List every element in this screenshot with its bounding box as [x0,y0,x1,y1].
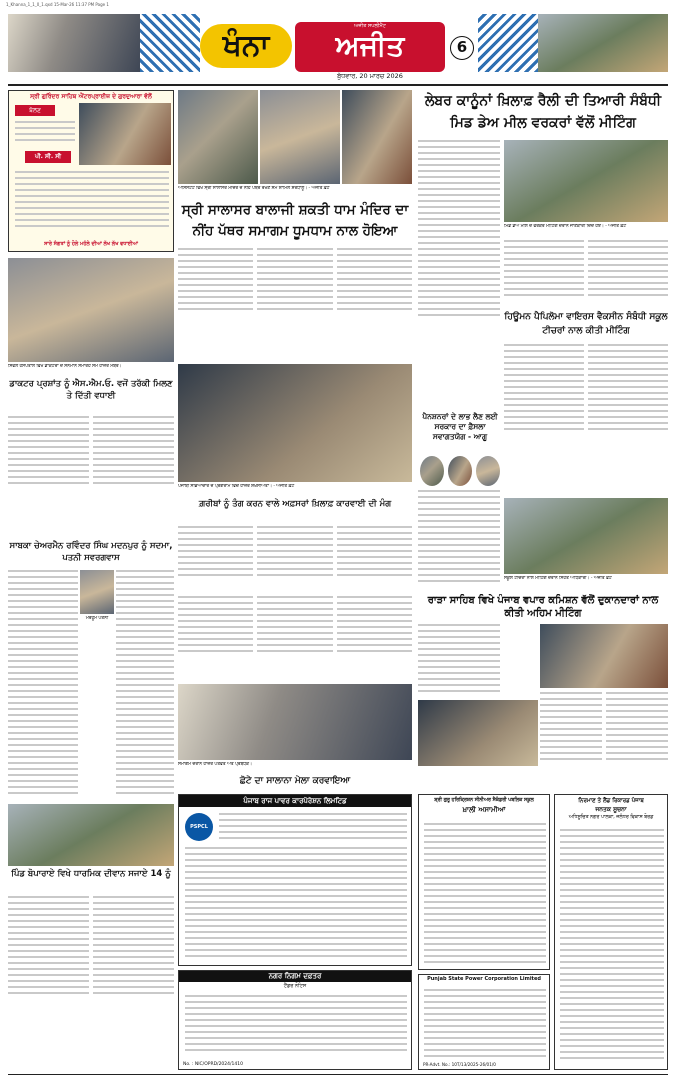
ad-public [554,794,668,1070]
story6-portrait-b [448,456,472,486]
story3-headline: ਡਾਕਟਰ ਪ੍ਰਸ਼ਾਂਤ ਨੂੰ ਐਸ.ਐਮ.ਓ. ਵਜੋਂ ਤਰੱਕੀ ਮਿਲਣ ਤੇ ਦਿੱਤੀ ਵਧਾਈ [9,379,173,401]
story9-headline: ਛੋਟੇ ਦਾ ਸਾਲਾਨਾ ਮੇਲਾ ਕਰਵਾਇਆ [239,776,351,786]
story6-headline: ਪੈਨਸ਼ਨਰਾਂ ਦੇ ਲਾਭ ਲੈਣ ਲਈ ਸਰਕਾਰ ਦਾ ਫ਼ੈਸਲਾ ਸਵਾਗਤਯੋਗ - ਆਗੂ [422,412,498,441]
story1-headline: ਸ੍ਰੀ ਸਾਲਾਸਰ ਬਾਲਾਜੀ ਸ਼ਕਤੀ ਧਾਮ ਮੰਦਿਰ ਦਾ ਨੀਂਹ ਪੱਥਰ ਸਮਾਗਮ ਧੂਮਧਾਮ ਨਾਲ ਹੋਇਆ [181,202,409,239]
story7-body [504,344,668,494]
brand-khanna: ਖੰਨਾ [222,28,270,63]
story10-body [8,896,174,1066]
story1-photo-c [342,90,412,184]
ad-vacancy-title: ਖ਼ਾਲੀ ਅਸਾਮੀਆਂ [462,806,506,814]
masthead-pattern-right [478,14,538,72]
story8-body-col1 [418,624,500,696]
ad-pspcl-english-footer: PR-Advt. No.: 10T/13/2025-26/01/0 [423,1062,496,1067]
ad-pspcl-english-title: Punjab State Power Corporation Limited [427,976,541,982]
ad-public-sub: ਜਨਤਕ ਸੂਚਨਾ [595,806,627,813]
page-slug: 1_Khanna_1_1_0_1.qxd 15-Mar-26 11:37 PM Page 1 [6,2,109,7]
ad-notice-footer: No. : NIC/OPRD/2024/1410 [183,1062,243,1067]
story7-photo [504,498,668,574]
ad-public-title: ਨਿਰਮਾਣ ਤੇ ਲੈਂਡ ਰਿਕਾਰਡ ਪੰਜਾਬ [578,798,644,804]
story1-photo-a [178,90,258,184]
ad-public-dept: ਅਧਿਸੂਚਿਤ ਨਗਰ ਪਾਲਕਾ, ਜਲੰਧਰ ਵਿਕਾਸ ਬੋਰਡ [568,815,654,820]
ad-vacancy-org: ਸ਼੍ਰੀ ਗੁਰੂ ਹਰਿਕ੍ਰਿਸ਼ਨ ਸੀਨੀਅਰ ਸੈਕੰਡਰੀ ਪਬਲਿਕ ਸਕੂਲ [434,798,534,803]
ad-vacancy [418,794,550,970]
story5-photo [178,364,412,482]
ad-gurdwara-footer: ਸਾਰੇ ਸੰਗਤਾਂ ਨੂੰ ਹੋਲੇ ਮਹੱਲੇ ਦੀਆਂ ਲੱਖ ਲੱਖ ਵਧਾਈਆਂ [44,241,138,247]
story4-headline: ਸਾਬਕਾ ਚੇਅਰਮੈਨ ਰਵਿੰਦਰ ਸਿੰਘ ਮਦਨਪੁਰ ਨੂੰ ਸਦਮਾ, ਪਤਨੀ ਸਵਰਗਵਾਸ [9,541,173,563]
spacer [418,770,419,771]
story3-photo [8,258,174,362]
story9-photo [178,684,412,760]
masthead-logo-left [200,24,292,68]
story4-portrait [80,570,114,614]
story3-body [8,416,174,536]
page-number: 6 [450,36,474,60]
ad-notice-sub: ਟੈਂਡਰ ਨੋਟਿਸ [283,983,307,989]
story2-caption: ਮਿਡ ਡੇਅ ਮੀਲ ਦੇ ਵਰਕਰ ਮੀਟਿੰਗ ਦੌਰਾਨ ਜਾਣਕਾਰੀ ਦਿੰਦੇ ਹੋਏ। - ਅਜੀਤ ਫ਼ੋਟੋ [504,224,627,229]
story10-headline: ਪਿੰਡ ਬੋਪਾਰਾਏ ਵਿਖੇ ਧਾਰਮਿਕ ਦੀਵਾਨ ਸਜਾਏ 14 ਨੂੰ [11,869,171,879]
story4-body-col2 [116,570,174,800]
story4-portrait-caption: ਮਰਹੂਮ ਪਤਨੀ [85,616,109,621]
golden-temple-photo [79,103,171,165]
story1-caption: ਅਸਿਸਟੈਂਟ ਵਿਖੇ ਸ੍ਰੀ ਸਾਲਾਸਰ ਮੰਦਿਰ ਦੇ ਨੀਂਹ ਪੱਥਰ ਰੱਖਣ ਸਮੇਂ ਸ਼ਾਮਿਲ ਸ਼ਰਧਾਲੂ। - ਅਜੀਤ ਫ਼ੋਟੋ [178,186,330,191]
story9-body [178,596,412,680]
story6-body [418,490,500,590]
ad-gurdwara-title: ਸ੍ਰੀ ਗੁਰਿੰਦਰ ਸਾਹਿਬ ਐਂਟਰਪ੍ਰਾਈਜ਼ ਦੇ ਗੁਰਦੁਆਰਾ ਵੱਲੋਂ [30,93,152,100]
masthead-left-photo [8,14,140,72]
story7-caption: ਸਕੂਲ ਟੀਚਰਾਂ ਨਾਲ ਮੀਟਿੰਗ ਦੌਰਾਨ ਸਿਹਤ ਅਧਿਕਾਰੀ। - ਅਜੀਤ ਫ਼ੋਟੋ [504,576,612,581]
brand-ajit: ਅਜੀਤ [335,29,405,62]
story8-photo-a [418,700,538,766]
story2-body-col2 [504,240,668,306]
story8-photo-b [540,624,668,688]
masthead-rule [8,84,668,86]
ad-gurdwara-name: ਪੀ. ਸੀ. ਸੀ [25,151,71,163]
masthead-right-photo [538,14,668,72]
story2-headline: ਲੇਬਰ ਕਾਨੂੰਨਾਂ ਖ਼ਿਲਾਫ਼ ਰੈਲੀ ਦੀ ਤਿਆਰੀ ਸੰਬੰਧੀ ਮਿਡ ਡੇਅ ਮੀਲ ਵਰਕਰਾਂ ਵੱਲੋਂ ਮੀਟਿੰਗ [424,93,662,131]
story8-body-col2 [540,692,668,788]
story9-caption: ਸਮਾਗਮ ਦੌਰਾਨ ਹਾਜ਼ਰ ਪਤਵੰਤੇ ਅਤੇ ਪ੍ਰਬੰਧਕ। [178,762,252,767]
ad-pspcl-title: ਪੰਜਾਬ ਰਾਜ ਪਾਵਰ ਕਾਰਪੋਰੇਸ਼ਨ ਲਿਮਟਿਡ [179,795,411,807]
story2-photo [504,140,668,222]
story6-portrait-c [476,456,500,486]
story8-headline: ਰਾੜਾ ਸਾਹਿਬ ਵਿਖੇ ਪੰਜਾਬ ਵਪਾਰ ਕਮਿਸ਼ਨ ਵੱਲੋਂ ਦੁਕਾਨਦਾਰਾਂ ਨਾਲ ਕੀਤੀ ਅਹਿਮ ਮੀਟਿੰਗ [427,595,659,619]
page-date: ਬੁੱਧਵਾਰ, 20 ਮਾਰਚ 2026 [337,72,403,80]
story10-photo [8,804,174,866]
story5-headline: ਗ਼ਰੀਬਾਂ ਨੂੰ ਤੰਗ ਕਰਨ ਵਾਲੇ ਅਫ਼ਸਰਾਂ ਖ਼ਿਲਾਫ਼ ਕਾਰਵਾਈ ਦੀ ਮੰਗ [198,499,392,509]
story1-photo-b [260,90,340,184]
ad-notice-title: ਨਗਰ ਨਿਗਮ ਦਫ਼ਤਰ [179,971,411,982]
masthead-logo-right [295,22,445,72]
story4-body-col1 [8,570,78,800]
story7-headline: ਹਿਊਮਨ ਪੈਪਿਲੋਮਾ ਵਾਇਰਸ ਵੈਕਸੀਨ ਸੰਬੰਧੀ ਸਕੂਲ ਟੀਚਰਾਂ ਨਾਲ ਕੀਤੀ ਮੀਟਿੰਗ [504,312,668,336]
ad-pspcl-english [418,974,550,1070]
story5-body [178,526,412,592]
ad-pspcl [178,794,412,966]
story1-body [178,248,412,360]
story6-portrait-a [420,456,444,486]
footer-rule [8,1074,668,1075]
story3-caption: ਸਿਵਲ ਹਸਪਤਾਲ ਵਿਖੇ ਡਾਕਟਰਾਂ ਦੇ ਸਨਮਾਨ ਸਮਾਰੋਹ ਸਮੇਂ ਹਾਜ਼ਰ ਮੈਂਬਰ। [8,364,122,369]
brand-supplement: ਅਜੀਤ ਸਪਲੀਮੈਂਟ [354,23,386,29]
ad-gurdwara [8,90,174,252]
ad-notice [178,970,412,1070]
masthead-pattern-left [140,14,200,72]
story5-caption: ਪੰਜਾਬੀ ਸੱਭਿਆਚਾਰ ਦੇ ਪ੍ਰੋਗਰਾਮ ਵਿਚ ਹਾਜ਼ਰ ਸ਼ਖ਼ਸੀਅਤਾਂ। - ਅਜੀਤ ਫ਼ੋਟੋ [178,484,295,489]
story2-body-col1 [418,140,500,320]
ad-gurdwara-badge: ਬੋਲਣ [15,105,55,116]
pspcl-logo-icon: PSPCL [185,813,213,841]
